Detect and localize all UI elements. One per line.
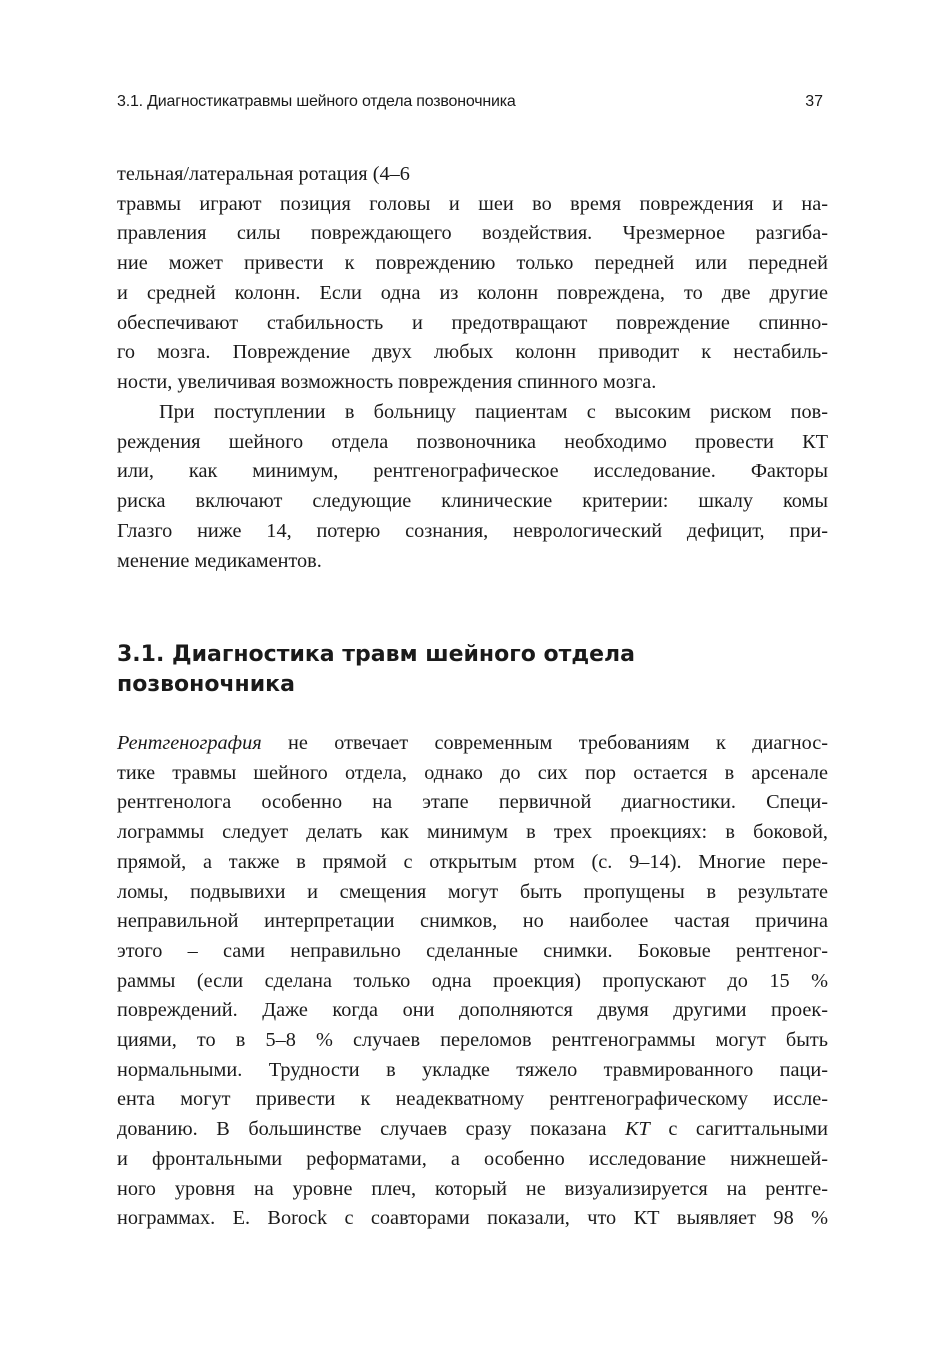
italic-term: КТ [625,1118,650,1141]
text-line: этого – сами неправильно сделанные снимки. Боковые рентгеног- [117,939,828,962]
text-line: менение медикаментов. [117,549,322,572]
paragraph-1 [117,160,828,398]
text-line: тике травмы шейного отдела, однако до сих пор остается в арсенале [117,761,828,784]
text-line: риска включают следующие клинические критерии: шкалу комы [117,490,828,513]
text-run: не отвечает современным требованиям к диагнос- [261,732,828,754]
text-line: При поступлении в больницу пациентам с высоким риском пов- [159,401,828,423]
text-line: ломы, подвывихи и смещения могут быть пропущены в результате [117,880,828,903]
text-line: лограммы следует делать как минимум в трех проекциях: в боковой, [117,821,828,844]
text-line: прямой, а также в прямой с открытым ртом (с. 9–14). Многие пере- [117,850,828,873]
text-line: ента могут привести к неадекватному рентгенографическому иссле- [117,1088,828,1111]
text-line: го мозга. Повреждение двух любых колонн приводит к нестабиль- [117,341,828,364]
italic-term: Рентгенография [117,732,262,754]
page-number: 37 [805,93,823,110]
text-line: ности, увеличивая возможность повреждения спинного мозга. [117,370,657,393]
text-line: обеспечивают стабильность и предотвращают повреждение спинно- [117,311,828,334]
section-heading-line: позвоночника [117,672,295,697]
text-line: циями, то в 5–8 % случаев переломов рентгенограммы могут быть [117,1029,828,1052]
text-run: с сагиттальными [649,1118,828,1141]
text-line: нограммах. E. Borock с соавторами показали, что КТ выявляет 98 % [117,1207,828,1230]
text-line: тельная/латеральная ротация (4–6 [117,163,410,185]
running-head: 3.1. Диагностикатравмы шейного отдела позвоночника [117,93,516,110]
text-line [117,1115,828,1145]
text-line: ние может привести к повреждению только передней или передней [117,252,828,275]
section-heading [117,640,817,700]
text-line: реждения шейного отдела позвоночника необходимо провести КТ [117,430,828,453]
paragraph-3 [117,729,828,1234]
text-line: Глазго ниже 14, потерю сознания, неврологический дефицит, при- [117,519,828,542]
text-line: или, как минимум, рентгенографическое исследование. Факторы [117,460,828,483]
section-heading-line: 3.1. Диагностика травм шейного отдела [117,642,635,667]
text-run: дованию. В большинстве случаев сразу показана [117,1118,626,1141]
text-line [117,729,828,759]
text-line: повреждений. Даже когда они дополняются двумя другими проек- [117,999,828,1022]
text-line: правления силы повреждающего воздействия. Чрезмерное разгиба- [117,222,828,245]
text-line: раммы (если сделана только одна проекция) пропускают до 15 % [117,969,828,992]
text-line: нормальными. Трудности в укладке тяжело травмированного паци- [117,1058,828,1081]
text-line: неправильной интерпретации снимков, но наиболее частая причина [117,910,828,933]
text-line: ного уровня на уровне плеч, который не визуализируется на рентге- [117,1177,828,1200]
text-line: рентгенолога особенно на этапе первичной диагностики. Специ- [117,791,828,814]
text-line: травмы играют позиция головы и шеи во время повреждения и на- [117,192,828,215]
paragraph-2 [117,398,828,576]
text-line: и фронтальными реформатами, а особенно исследование нижнешей- [117,1147,828,1170]
text-line: и средней колонн. Если одна из колонн повреждена, то две другие [117,281,828,304]
